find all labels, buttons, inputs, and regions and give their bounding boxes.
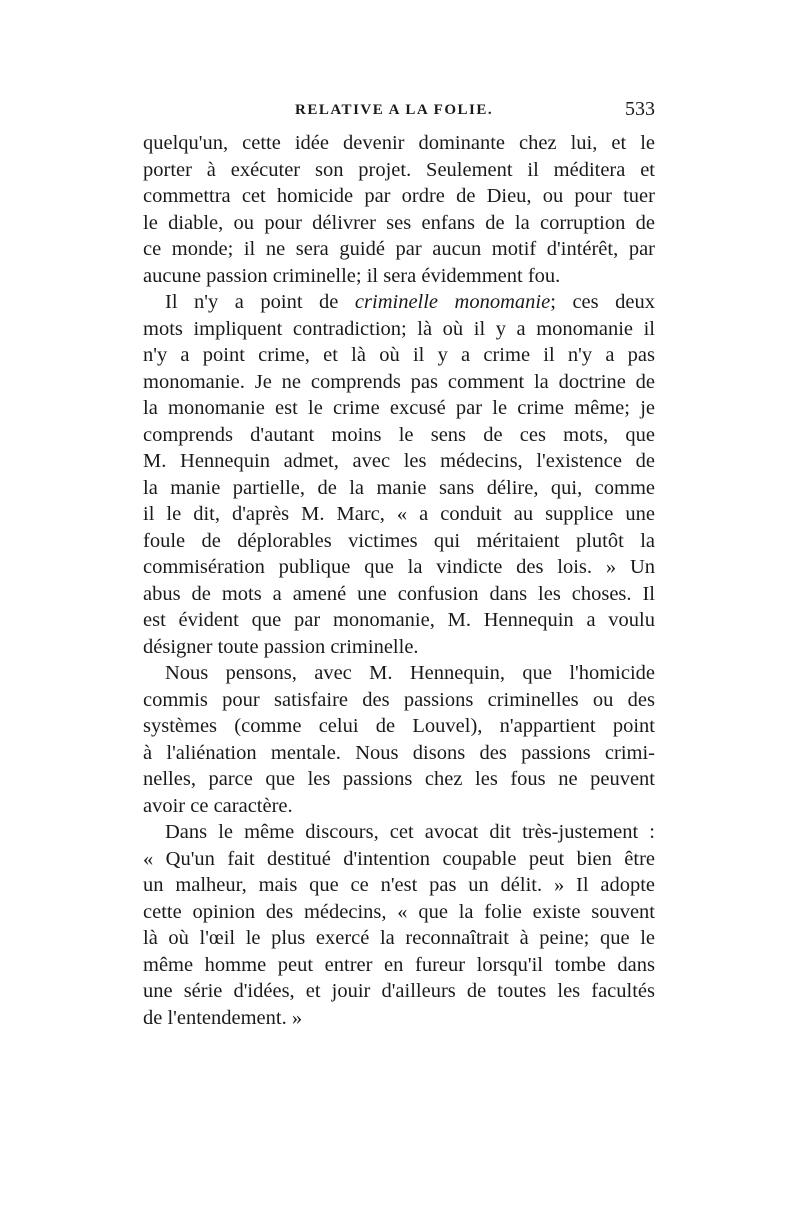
text-line: porter à exécuter son projet. Seulement il méditera et — [143, 158, 655, 181]
body-text — [143, 130, 655, 1031]
text-line: là où l'œil le plus exercé la reconnaîtrait à peine; que le — [143, 927, 655, 949]
running-title: RELATIVE A LA FOLIE. — [295, 102, 494, 118]
text-line: la monomanie est le crime excusé par le crime même; je — [143, 397, 655, 419]
paragraph-3 — [143, 660, 655, 819]
text-line: abus de mots a amené une confusion dans les choses. Il — [143, 582, 655, 605]
text-line: cette opinion des médecins, « que la folie existe souvent — [143, 900, 655, 923]
text-line: le diable, ou pour délivrer ses enfans de la corruption de — [143, 211, 655, 234]
text-line: avoir ce caractère. — [143, 794, 293, 817]
text-line: foule de déplorables victimes qui méritaient plutôt la — [143, 529, 655, 552]
italic-term: criminelle monomanie — [354, 291, 551, 313]
page-number: 533 — [625, 98, 655, 120]
text-line: comprends d'autant moins le sens de ces mots, que — [143, 423, 655, 446]
text-line: est évident que par monomanie, M. Hennequin a voulu — [143, 609, 655, 631]
text-line: à l'aliénation mentale. Nous disons des passions crimi- — [143, 741, 655, 764]
text-line: un malheur, mais que ce n'est pas un délit. » Il adopte — [143, 874, 655, 896]
text-line: ce monde; il ne sera guidé par aucun motif d'intérêt, par — [143, 238, 655, 260]
text-line: même homme peut entrer en fureur lorsqu'il tombe dans — [143, 953, 655, 976]
text-line: systèmes (comme celui de Louvel), n'appartient point — [143, 715, 655, 737]
text-line: nelles, parce que les passions chez les fous ne peuvent — [143, 768, 655, 790]
text-line: n'y a point crime, et là où il y a crime il n'y a pas — [143, 344, 655, 366]
text-line: Dans le même discours, cet avocat dit très-justement : — [165, 821, 655, 843]
text-line — [143, 289, 655, 316]
text-line: M. Hennequin admet, avec les médecins, l'existence de — [143, 450, 655, 472]
running-head — [143, 98, 655, 130]
text-line: « Qu'un fait destitué d'intention coupable peut bien être — [143, 847, 655, 870]
text-line: une série d'idées, et jouir d'ailleurs de toutes les facultés — [143, 980, 655, 1002]
paragraph-1 — [143, 130, 655, 289]
paragraph-2 — [143, 289, 655, 660]
text-line: monomanie. Je ne comprends pas comment la doctrine de — [143, 370, 655, 393]
text-line: Nous pensons, avec M. Hennequin, que l'homicide — [165, 662, 655, 684]
text-line: il le dit, d'après M. Marc, « a conduit au supplice une — [143, 503, 655, 525]
text-line: quelqu'un, cette idée devenir dominante chez lui, et le — [143, 132, 655, 154]
text-segment: Il n'y a point de — [165, 291, 355, 313]
text-line: désigner toute passion criminelle. — [143, 635, 419, 658]
text-line: commis pour satisfaire des passions criminelles ou des — [143, 688, 655, 711]
text-line: mots impliquent contradiction; là où il y a monomanie il — [143, 317, 655, 340]
text-line: commettra cet homicide par ordre de Dieu, ou pour tuer — [143, 185, 655, 207]
text-line: commisération publique que la vindicte des lois. » Un — [143, 556, 655, 578]
text-line: de l'entendement. » — [143, 1006, 303, 1029]
paragraph-4 — [143, 819, 655, 1031]
text-line: aucune passion criminelle; il sera évidemment fou. — [143, 264, 561, 287]
book-page — [143, 98, 655, 1031]
text-segment: ; ces deux — [550, 291, 655, 313]
text-line: la manie partielle, de la manie sans délire, qui, comme — [143, 476, 655, 499]
